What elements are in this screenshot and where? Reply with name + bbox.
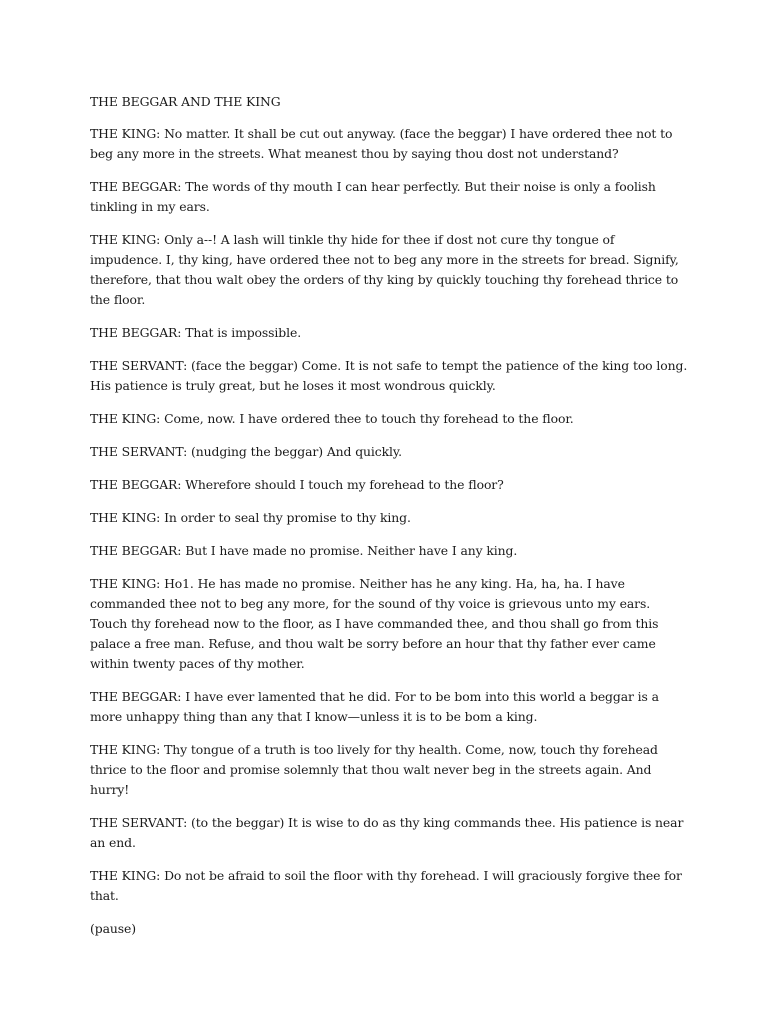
dialogue-paragraph bbox=[90, 866, 690, 906]
dialogue-text: : Wherefore should I touch my forehead to the floor? bbox=[177, 477, 504, 492]
dialogue-text: : In order to seal thy promise to thy king. bbox=[156, 510, 411, 525]
speaker-name: THE BEGGAR bbox=[90, 325, 178, 340]
speaker-name: THE KING bbox=[90, 411, 157, 426]
dialogue-paragraph bbox=[90, 508, 690, 528]
dialogue-text: : (to the beggar) It is wise to do as thy king commands thee. His patience is near an end. bbox=[90, 815, 684, 850]
document-title: THE BEGGAR AND THE KING bbox=[90, 94, 281, 109]
speaker-name: THE KING bbox=[90, 232, 157, 247]
dialogue-paragraph bbox=[90, 177, 690, 217]
dialogue-text: : (face the beggar) Come. It is not safe to tempt the patience of the king too long. His patience is truly great, but he loses it most wondrous quickly. bbox=[90, 358, 688, 393]
stage-direction bbox=[90, 919, 690, 939]
speaker-name: THE KING bbox=[90, 868, 157, 883]
speaker-name: THE KING bbox=[90, 510, 157, 525]
dialogue-paragraph bbox=[90, 813, 690, 853]
dialogue-paragraph bbox=[90, 230, 690, 310]
dialogue-text: : Thy tongue of a truth is too lively for thy health. Come, now, touch thy forehead thrice to the floor and promise solemnly that thou walt never beg in the streets again. And hurry! bbox=[90, 742, 658, 797]
dialogue-paragraph bbox=[90, 124, 690, 164]
dialogue-text: : No matter. It shall be cut out anyway. (face the beggar) I have ordered thee not to beg any more in the streets. What meanest thou by saying thou dost not understand? bbox=[90, 126, 673, 161]
document-body bbox=[90, 92, 690, 952]
dialogue-text: (pause) bbox=[90, 921, 136, 936]
speaker-name: THE SERVANT bbox=[90, 358, 184, 373]
speaker-name: THE KING bbox=[90, 742, 157, 757]
speaker-name: THE BEGGAR bbox=[90, 477, 178, 492]
dialogue-text: : The words of thy mouth I can hear perfectly. But their noise is only a foolish tinkling in my ears. bbox=[90, 179, 656, 214]
dialogue-text: : (nudging the beggar) And quickly. bbox=[183, 444, 402, 459]
speaker-name: THE SERVANT bbox=[90, 815, 184, 830]
dialogue-paragraph bbox=[90, 442, 690, 462]
dialogue-paragraph bbox=[90, 740, 690, 800]
dialogue-text: : Do not be afraid to soil the floor with thy forehead. I will graciously forgive thee for that. bbox=[90, 868, 682, 903]
dialogue-paragraph bbox=[90, 323, 690, 343]
speaker-name: THE BEGGAR bbox=[90, 179, 178, 194]
dialogue-text: : I have ever lamented that he did. For to be bom into this world a beggar is a more unhappy thing than any that I know—unless it is to be bom a king. bbox=[90, 689, 659, 724]
dialogue-paragraph bbox=[90, 574, 690, 674]
dialogue-text: : That is impossible. bbox=[177, 325, 302, 340]
dialogue-paragraph bbox=[90, 409, 690, 429]
dialogue-text: : Ho1. He has made no promise. Neither has he any king. Ha, ha, ha. I have commanded thee not to beg any more, for the sound of thy voice is grievous unto my ears. Touch thy forehead now to the floor, as I have commanded thee, and thou shall go from this palace a free man. Refuse, and thou walt be sorry before an hour that thy father ever came within twenty paces of thy mother. bbox=[90, 576, 659, 671]
speaker-name: THE KING bbox=[90, 126, 157, 141]
speaker-name: THE SERVANT bbox=[90, 444, 184, 459]
dialogue-paragraph bbox=[90, 475, 690, 495]
dialogue-text: : Come, now. I have ordered thee to touch thy forehead to the floor. bbox=[156, 411, 574, 426]
speaker-name: THE KING bbox=[90, 576, 157, 591]
dialogue-text: : But I have made no promise. Neither have I any king. bbox=[177, 543, 518, 558]
dialogue-paragraph bbox=[90, 687, 690, 727]
dialogue-text: : Only a--! A lash will tinkle thy hide for thee if dost not cure thy tongue of impudence. I, thy king, have ordered thee not to beg any more in the streets for bread. Signify, therefore, that thou walt obey the orders of thy king by quickly touching thy forehead thrice to the floor. bbox=[90, 232, 679, 307]
speaker-name: THE BEGGAR bbox=[90, 543, 178, 558]
speaker-name: THE BEGGAR bbox=[90, 689, 178, 704]
dialogue-paragraph bbox=[90, 541, 690, 561]
dialogue-paragraph bbox=[90, 356, 690, 396]
